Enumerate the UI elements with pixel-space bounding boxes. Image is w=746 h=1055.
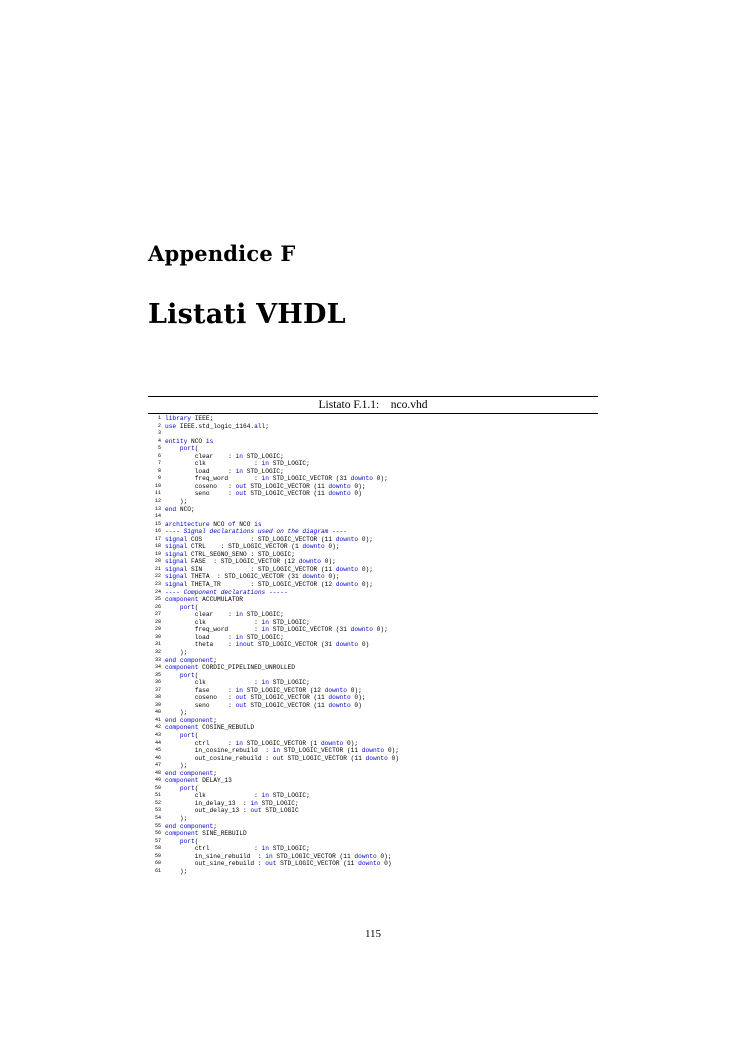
line-text: load : in STD_LOGIC; xyxy=(165,467,284,475)
line-number: 25 xyxy=(154,596,161,603)
line-number: 28 xyxy=(154,618,161,625)
code-line xyxy=(148,770,598,778)
line-number: 13 xyxy=(154,505,161,512)
line-text: coseno : out STD_LOGIC_VECTOR (11 downto 0); xyxy=(165,694,366,702)
line-number: 50 xyxy=(154,784,161,791)
line-text: coseno : out STD_LOGIC_VECTOR (11 downto 0); xyxy=(165,482,366,490)
line-text: ); xyxy=(165,867,188,875)
line-number: 58 xyxy=(154,845,161,852)
code-line xyxy=(148,573,598,581)
line-text: end component; xyxy=(165,656,217,664)
code-line xyxy=(148,747,598,755)
code-line xyxy=(148,490,598,498)
code-line xyxy=(148,724,598,732)
line-number: 7 xyxy=(157,460,161,467)
code-line xyxy=(148,468,598,476)
line-text: ); xyxy=(165,709,188,717)
line-number: 14 xyxy=(154,513,161,520)
code-line xyxy=(148,762,598,770)
line-number: 37 xyxy=(154,686,161,693)
line-number: 15 xyxy=(154,520,161,527)
line-number: 21 xyxy=(154,565,161,572)
line-text: port( xyxy=(179,603,199,611)
line-number: 24 xyxy=(154,588,161,595)
line-text: end component; xyxy=(165,769,217,777)
line-text: component CORDIC_PIPELINED_UNROLLED xyxy=(165,664,295,672)
code-line xyxy=(148,800,598,808)
code-line xyxy=(148,589,598,597)
code-line xyxy=(148,543,598,551)
line-text: signal COS : STD_LOGIC_VECTOR (11 downto 0); xyxy=(165,535,373,543)
line-text: end NCO; xyxy=(165,505,195,513)
code-listing-block xyxy=(148,396,598,875)
line-text: port( xyxy=(179,671,199,679)
line-text: component ACCUMULATOR xyxy=(165,596,243,604)
code-line xyxy=(148,732,598,740)
line-text: clear : in STD_LOGIC; xyxy=(165,452,284,460)
line-number: 35 xyxy=(154,671,161,678)
line-text: out_delay_13 : out STD_LOGIC xyxy=(165,807,299,815)
line-text: in_delay_13 : in STD_LOGIC; xyxy=(165,799,299,807)
line-number: 44 xyxy=(154,739,161,746)
code-line xyxy=(148,860,598,868)
line-number: 11 xyxy=(154,490,161,497)
code-line xyxy=(148,740,598,748)
line-text: load : in STD_LOGIC; xyxy=(165,633,284,641)
line-text: signal CTRL : STD_LOGIC_VECTOR (1 downto 0); xyxy=(165,543,340,551)
line-text: end component; xyxy=(165,716,217,724)
line-text: port( xyxy=(179,731,199,739)
listing-caption: Listato F.1.1: nco.vhd xyxy=(318,399,428,411)
line-number: 10 xyxy=(154,482,161,489)
line-text: ctrl : in STD_LOGIC; xyxy=(165,845,310,853)
code-line xyxy=(148,702,598,710)
line-number: 60 xyxy=(154,860,161,867)
line-number: 53 xyxy=(154,807,161,814)
code-line xyxy=(148,483,598,491)
line-number: 36 xyxy=(154,679,161,686)
page-number: 115 xyxy=(364,928,382,940)
line-text: end component; xyxy=(165,822,217,830)
line-text: entity NCO is xyxy=(165,437,214,445)
code-line xyxy=(148,777,598,785)
code-line xyxy=(148,475,598,483)
line-text: clk : in STD_LOGIC; xyxy=(165,618,310,626)
code-line xyxy=(148,672,598,680)
line-number: 57 xyxy=(154,837,161,844)
line-text: library IEEE; xyxy=(165,415,214,422)
chapter-heading: Listati VHDL xyxy=(148,299,346,330)
code-line xyxy=(148,438,598,446)
line-number: 16 xyxy=(154,528,161,535)
line-text: use IEEE.std_logic_1164.all; xyxy=(165,422,269,430)
line-number: 22 xyxy=(154,573,161,580)
code-line xyxy=(148,694,598,702)
line-number: 54 xyxy=(154,814,161,821)
code-line xyxy=(148,649,598,657)
code-line xyxy=(148,611,598,619)
line-number: 43 xyxy=(154,731,161,738)
line-text: clk : in STD_LOGIC; xyxy=(165,792,310,800)
line-number: 19 xyxy=(154,550,161,557)
listing-bottom-rule xyxy=(148,413,598,414)
line-number: 46 xyxy=(154,754,161,761)
line-number: 18 xyxy=(154,543,161,550)
line-number: 31 xyxy=(154,641,161,648)
line-number: 41 xyxy=(154,716,161,723)
line-text: port( xyxy=(179,445,199,453)
line-text: clk : in STD_LOGIC; xyxy=(165,679,310,687)
line-text: in_cosine_rebuild : in STD_LOGIC_VECTOR (11 downto 0); xyxy=(165,747,399,755)
code-line xyxy=(148,634,598,642)
code-line xyxy=(148,423,598,431)
line-text: ); xyxy=(165,814,188,822)
line-text: ctrl : in STD_LOGIC_VECTOR (1 downto 0); xyxy=(165,739,359,747)
line-number: 12 xyxy=(154,498,161,505)
line-number: 1 xyxy=(157,415,161,421)
line-text: ); xyxy=(165,762,188,770)
code-line xyxy=(148,558,598,566)
line-number: 2 xyxy=(157,422,161,429)
code-line xyxy=(148,430,598,438)
code-line xyxy=(148,513,598,521)
line-text: theta : inout STD_LOGIC_VECTOR (31 downto 0) xyxy=(165,641,370,649)
line-number: 29 xyxy=(154,626,161,633)
line-text: architecture NCO of NCO is xyxy=(165,520,262,528)
code-line xyxy=(148,498,598,506)
code-line xyxy=(148,868,598,876)
line-number: 34 xyxy=(154,664,161,671)
line-number: 8 xyxy=(157,467,161,474)
code-line xyxy=(148,664,598,672)
code-line xyxy=(148,838,598,846)
line-number: 23 xyxy=(154,581,161,588)
line-number: 6 xyxy=(157,452,161,459)
line-number: 26 xyxy=(154,603,161,610)
line-text: freq_word : in STD_LOGIC_VECTOR (31 downto 0); xyxy=(165,475,388,483)
code-line xyxy=(148,521,598,529)
appendix-heading: Appendice F xyxy=(148,241,296,266)
line-number: 45 xyxy=(154,747,161,754)
line-text: ); xyxy=(165,648,188,656)
code-line xyxy=(148,626,598,634)
code-line xyxy=(148,581,598,589)
code-line xyxy=(148,717,598,725)
code-area xyxy=(148,415,598,875)
line-text: ---- Component declarations ----- xyxy=(165,588,288,596)
line-text: signal THETA : STD_LOGIC_VECTOR (31 downto 0); xyxy=(165,573,340,581)
line-text: ---- Signal declarations used on the diagram ---- xyxy=(165,528,347,536)
code-line xyxy=(148,506,598,514)
line-text: component COSINE_REBUILD xyxy=(165,724,255,732)
line-number: 30 xyxy=(154,633,161,640)
line-text: port( xyxy=(179,837,199,845)
line-text: signal THETA_TR : STD_LOGIC_VECTOR (12 downto 0); xyxy=(165,581,373,589)
code-line xyxy=(148,845,598,853)
line-text: signal SIN : STD_LOGIC_VECTOR (11 downto 0); xyxy=(165,565,373,573)
code-line xyxy=(148,792,598,800)
line-text: clk : in STD_LOGIC; xyxy=(165,460,310,468)
code-line xyxy=(148,460,598,468)
line-number: 40 xyxy=(154,709,161,716)
line-number: 4 xyxy=(157,437,161,444)
line-text: ); xyxy=(165,498,188,506)
line-number: 33 xyxy=(154,656,161,663)
line-text: seno : out STD_LOGIC_VECTOR (11 downto 0) xyxy=(165,701,362,709)
line-number: 39 xyxy=(154,701,161,708)
code-line xyxy=(148,528,598,536)
code-line xyxy=(148,679,598,687)
code-line xyxy=(148,687,598,695)
line-number: 55 xyxy=(154,822,161,829)
line-number: 61 xyxy=(154,867,161,874)
line-number: 56 xyxy=(154,830,161,837)
line-number: 5 xyxy=(157,445,161,452)
line-text: in_sine_rebuild : in STD_LOGIC_VECTOR (11 downto 0); xyxy=(165,852,392,860)
line-number: 9 xyxy=(157,475,161,482)
code-line xyxy=(148,853,598,861)
line-number: 17 xyxy=(154,535,161,542)
code-line xyxy=(148,566,598,574)
line-number: 47 xyxy=(154,762,161,769)
line-text: component DELAY_13 xyxy=(165,777,232,785)
code-line xyxy=(148,807,598,815)
line-text: freq_word : in STD_LOGIC_VECTOR (31 downto 0); xyxy=(165,626,388,634)
code-line xyxy=(148,551,598,559)
line-number: 51 xyxy=(154,792,161,799)
line-number: 49 xyxy=(154,777,161,784)
line-number: 27 xyxy=(154,611,161,618)
code-line xyxy=(148,596,598,604)
line-number: 48 xyxy=(154,769,161,776)
line-text: clear : in STD_LOGIC; xyxy=(165,611,284,619)
code-line xyxy=(148,445,598,453)
line-text: signal CTRL_SEGNO_SENO : STD_LOGIC; xyxy=(165,550,295,558)
code-line xyxy=(148,619,598,627)
line-text: fase : in STD_LOGIC_VECTOR (12 downto 0); xyxy=(165,686,362,694)
code-line xyxy=(148,536,598,544)
line-number: 3 xyxy=(157,430,161,437)
code-line xyxy=(148,453,598,461)
code-line xyxy=(148,657,598,665)
line-number: 59 xyxy=(154,852,161,859)
code-line xyxy=(148,604,598,612)
line-number: 38 xyxy=(154,694,161,701)
line-text: signal FASE : STD_LOGIC_VECTOR (12 downto 0); xyxy=(165,558,336,566)
line-text: component SINE_REBUILD xyxy=(165,830,247,838)
line-number: 32 xyxy=(154,648,161,655)
code-line xyxy=(148,415,598,423)
code-line xyxy=(148,830,598,838)
code-line xyxy=(148,823,598,831)
code-line xyxy=(148,755,598,763)
line-text: out_sine_rebuild : out STD_LOGIC_VECTOR (11 downto 0) xyxy=(165,860,392,868)
line-number: 20 xyxy=(154,558,161,565)
code-line xyxy=(148,709,598,717)
line-number: 42 xyxy=(154,724,161,731)
code-line xyxy=(148,815,598,823)
code-line xyxy=(148,785,598,793)
code-line xyxy=(148,641,598,649)
line-text: port( xyxy=(179,784,199,792)
line-text: out_cosine_rebuild : out STD_LOGIC_VECTOR (11 downto 0) xyxy=(165,754,399,762)
line-text: seno : out STD_LOGIC_VECTOR (11 downto 0) xyxy=(165,490,362,498)
line-number: 52 xyxy=(154,799,161,806)
